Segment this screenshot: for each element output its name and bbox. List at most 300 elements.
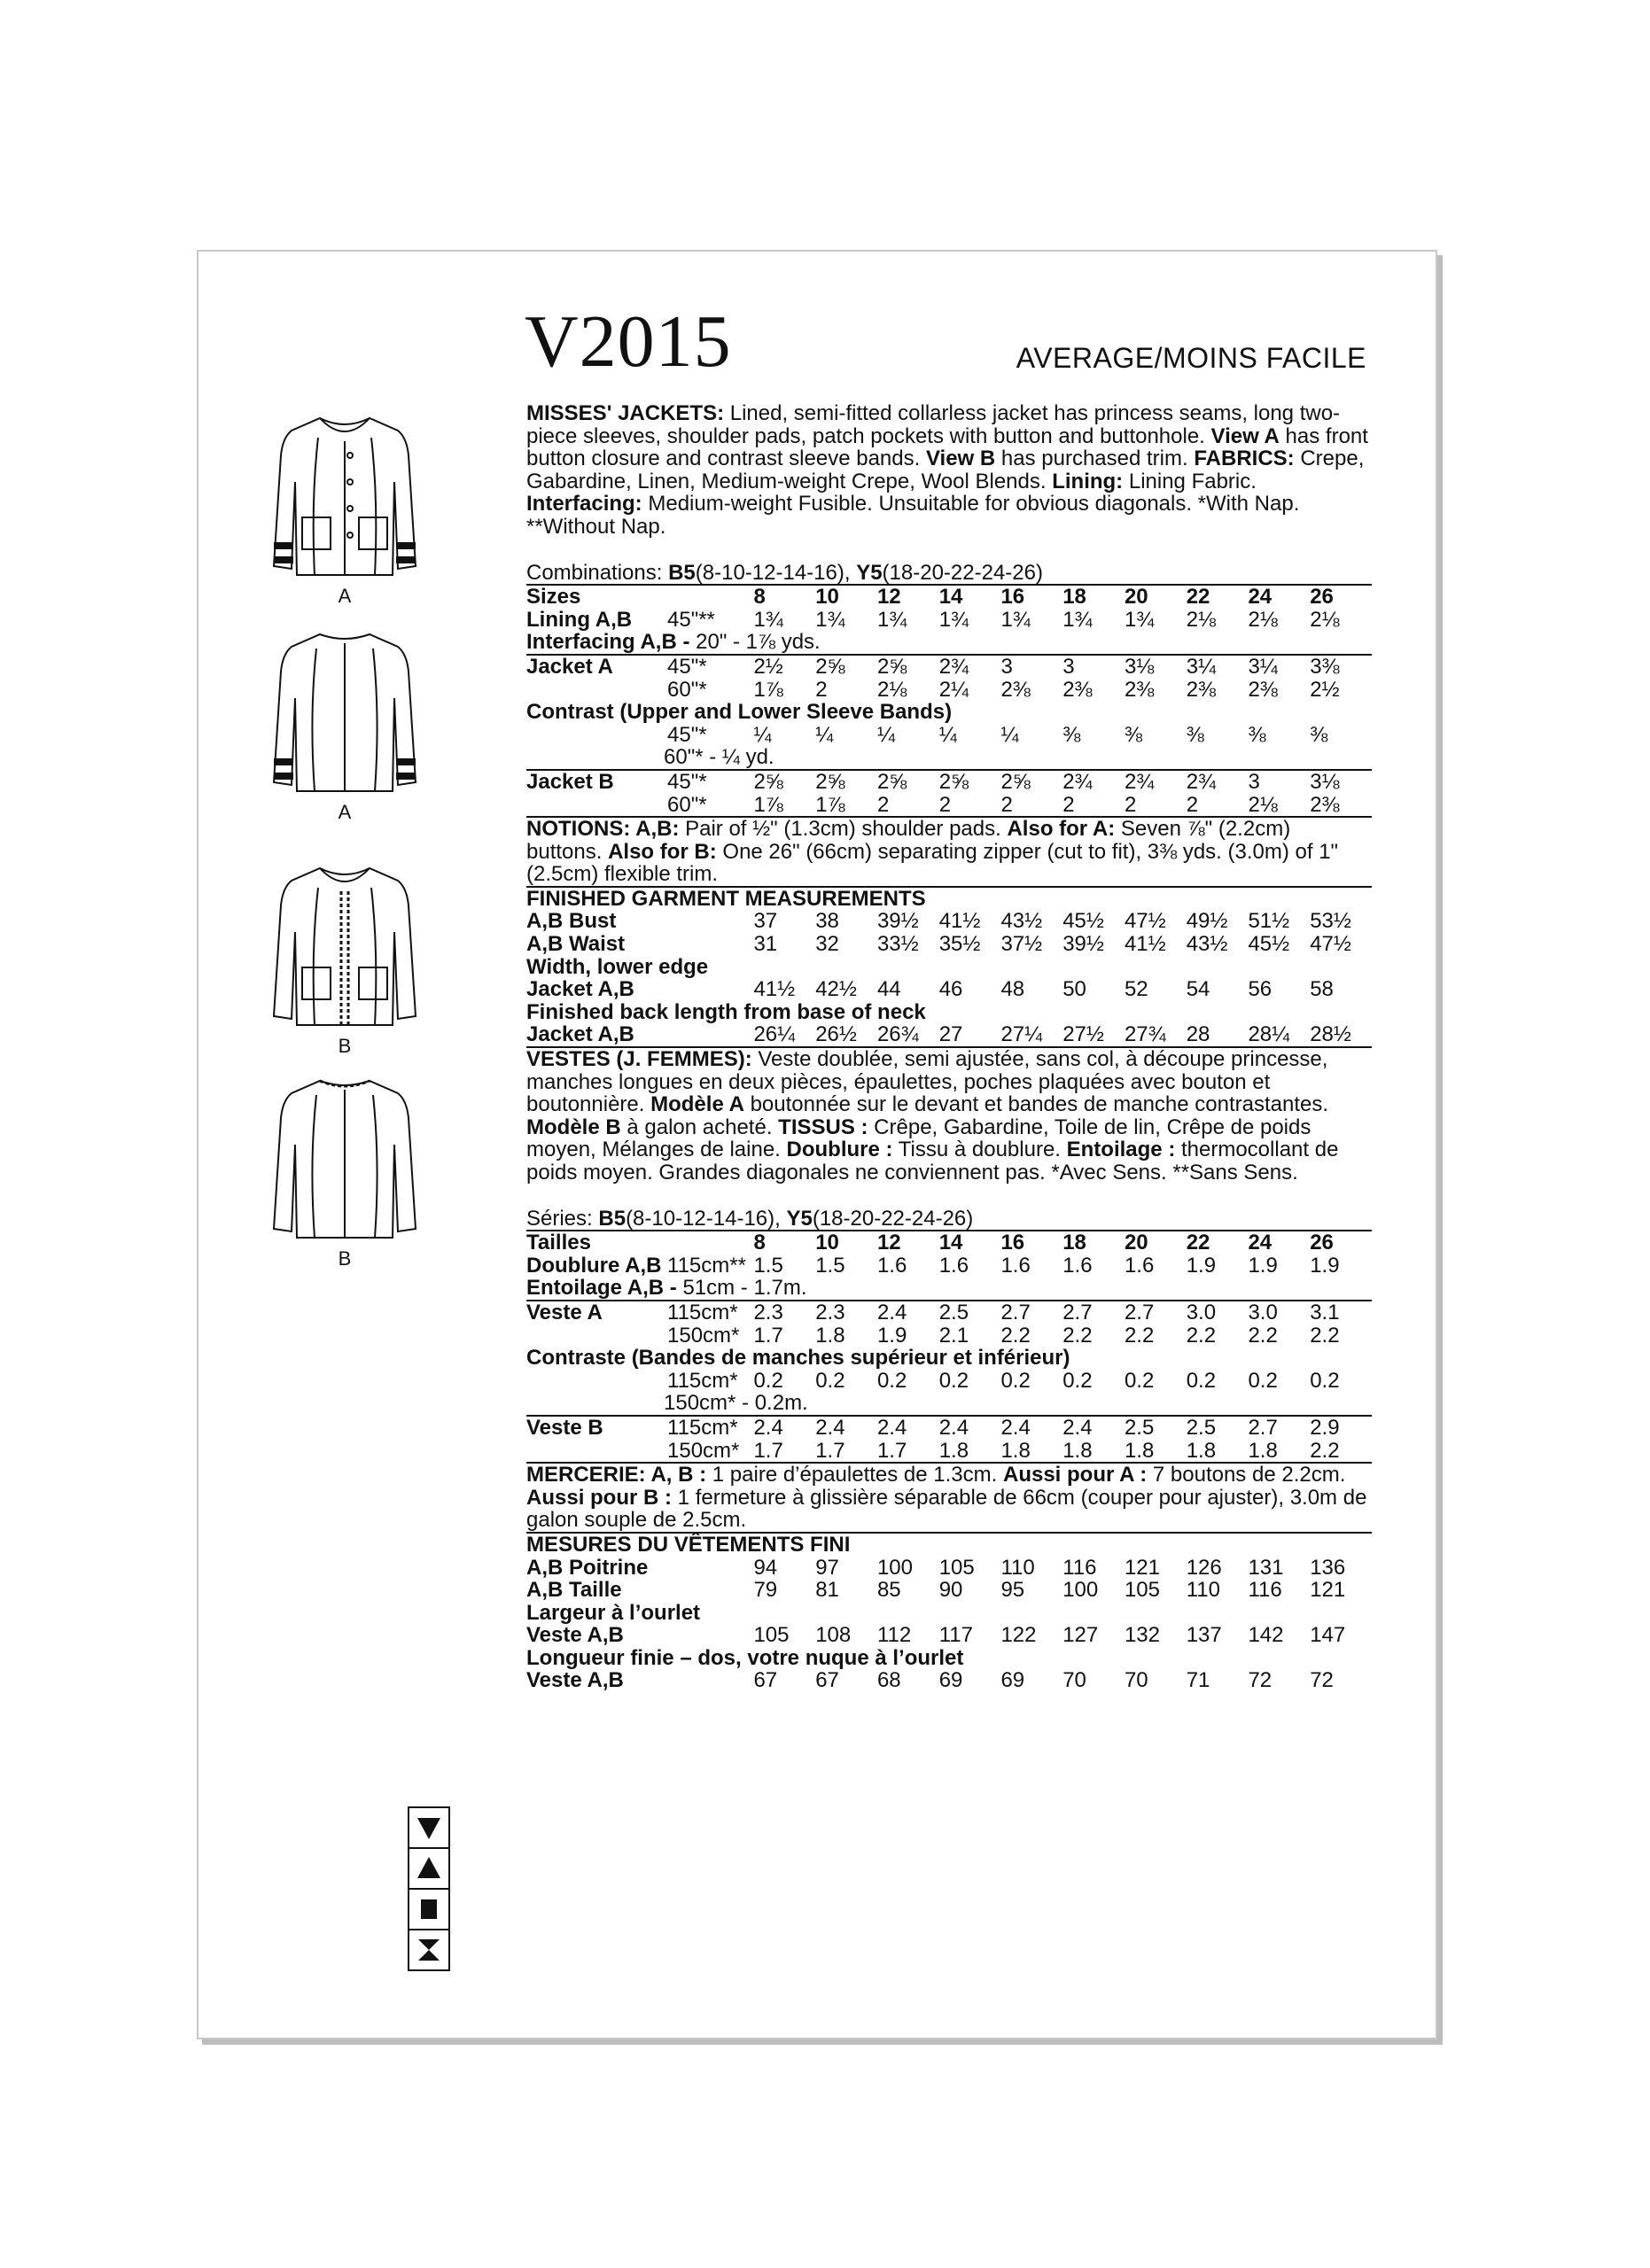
measurement-value: 69 [1000,1668,1025,1693]
measurement-value: 131 [1248,1555,1284,1580]
yardage-value: 1.9 [1186,1253,1217,1278]
measurement-value: 33½ [876,932,919,957]
yardage-value: 2.4 [877,1416,939,1440]
yardage-value: 1.7 [753,1438,783,1463]
measurement-value: 105 [1124,1578,1160,1603]
yardage-value: 0.2 [1062,1368,1093,1393]
size-column-header: 12 [877,1231,939,1254]
yardage-value: 2.2 [1186,1323,1217,1348]
size-column-header: 14 [939,585,1001,609]
measurement-value: 51½ [1248,909,1290,934]
measurement-value: 126 [1186,1555,1222,1580]
table-row [526,1347,1372,1370]
yardage-value: 2⅜ [1124,677,1155,702]
measurement-value: 72 [1310,1668,1334,1693]
table-row [526,956,1372,979]
yardage-value: 0.2 [1310,1368,1340,1393]
measurement-value: 67 [753,1668,778,1693]
measurement-value: 132 [1124,1623,1160,1648]
french-finished-table [526,1557,1372,1693]
description-text: Lining Fabric. [1123,469,1257,493]
yardage-value: 3¼ [1187,655,1249,679]
yardage-value: ⅜ [1310,722,1328,747]
measurement-value: 49½ [1186,909,1228,934]
table-row [526,1602,1372,1625]
yardage-value: ⅜ [1124,722,1142,747]
table-cell [667,1624,753,1647]
row-label: A,B Bust [526,909,617,934]
row-label: Jacket A,B [526,977,634,1002]
description-text: Lined, semi-fitted collarless jacket has princess seams, long two-piece sleeves, shoulder pads, patch pockets with button and buttonhole. [526,401,1341,448]
yardage-value: 2⅜ [1186,677,1217,702]
measurement-value: 31 [753,932,778,957]
table-row [526,1392,1372,1416]
measurement-value: 100 [876,1555,913,1580]
yardage-value: 0.2 [1248,1368,1278,1393]
yardage-value: 2¾ [939,655,1001,679]
size-column-header: 8 [753,585,815,609]
measurement-value: 43½ [1186,932,1228,957]
measurement-value: 121 [1124,1555,1160,1580]
size-column-header: 26 [1310,1231,1372,1254]
yardage-value: 1.9 [1248,1253,1278,1278]
measurement-value: 27¼ [1000,1022,1043,1047]
jacket-back-icon [265,1074,424,1242]
yardage-value: ⅜ [1062,722,1081,747]
yardage-value: 1.6 [1124,1253,1155,1278]
size-column-header: 24 [1248,585,1310,609]
size-column-header: 12 [877,585,939,609]
size-header-row [526,1231,1372,1254]
english-finished-title: FINISHED GARMENT MEASUREMENTS [526,886,926,911]
yardage-value: 2.4 [939,1416,1001,1440]
measurement-value: 81 [815,1578,839,1603]
french-description [526,1048,1372,1184]
yardage-value: 0.2 [815,1368,845,1393]
description-text: Pair of ½" (1.3cm) shoulder pads. [679,817,1008,842]
yardage-value: 1¾ [876,607,907,632]
table-row [526,1277,1372,1301]
measurement-value: 122 [1000,1623,1037,1648]
yardage-value: 1.6 [876,1253,907,1278]
technical-drawings [243,411,447,1270]
measurement-value: 37½ [1000,932,1043,957]
yardage-value: 1.7 [753,1323,783,1348]
yardage-value: 1.6 [938,1253,969,1278]
bold-label: FABRICS: [1194,447,1295,471]
size-column-header: 26 [1310,585,1372,609]
yardage-value: 2 [815,677,828,702]
row-label: Longueur finie – dos, votre nuque à l’ourlet [526,1645,964,1670]
row-text: 51cm - 1.7m. [682,1276,807,1301]
yardage-value: 2.2 [1124,1323,1155,1348]
table-row [526,631,1372,655]
measurement-value: 105 [753,1623,790,1648]
triangle-down-icon [408,1806,450,1849]
table-row [526,1370,1372,1393]
view-label: A [338,801,352,823]
yardage-value: 1.9 [876,1323,907,1348]
bold-label: Interfacing: [526,492,642,517]
english-yardage-table [526,584,1372,816]
yardage-value: 1¾ [1000,607,1031,632]
view-a-back [243,627,447,824]
table-row [526,794,1372,817]
table-cell [667,585,753,609]
difficulty-label: AVERAGE/MOINS FACILE [1016,342,1366,374]
table-row [526,701,1372,724]
measurement-value: 70 [1124,1668,1148,1693]
yardage-value: 1.5 [815,1253,845,1278]
bold-label: Entoilage : [1066,1138,1176,1162]
fabric-width: 115cm** [667,1253,746,1278]
yardage-value: 2⅝ [939,770,1001,794]
yardage-value: 1¾ [1062,607,1093,632]
yardage-value: 2⅛ [1248,607,1278,632]
measurement-value: 127 [1062,1623,1099,1648]
measurement-value: 47½ [1124,909,1166,934]
description-text: Medium-weight Fusible. Unsuitable for obvious diagonals. *With Nap. **Without Nap. [526,492,1300,539]
measurement-value: 46 [938,977,963,1002]
measurement-value: 58 [1310,977,1334,1002]
measurement-value: 37 [753,909,778,934]
measurement-value: 121 [1310,1578,1346,1603]
measurement-value: 41½ [1124,932,1166,957]
measurement-value: 56 [1248,977,1273,1002]
table-row [526,1579,1372,1602]
jacket-front-icon [265,411,424,579]
bold-label: Modèle A [650,1092,744,1117]
yardage-value: 1.7 [876,1438,907,1463]
yardage-value: 2½ [753,655,815,679]
yardage-value: 2.3 [753,1301,815,1324]
yardage-value: 1¾ [1124,607,1155,632]
fabric-width: 45"* [667,722,707,747]
measurement-value: 70 [1062,1668,1086,1693]
measurement-value: 53½ [1310,909,1351,934]
row-label: Jacket A,B [526,1022,634,1047]
row-label: Veste A [526,1301,667,1324]
measurement-value: 47½ [1310,932,1351,957]
table-cell [667,1023,753,1046]
french-notions [526,1464,1372,1532]
size-header-row [526,585,1372,609]
measurement-value: 67 [815,1668,839,1693]
measurement-value: 108 [815,1623,852,1648]
table-row [526,910,1372,933]
description-text: 7 boutons de 2.2cm. [1147,1463,1346,1487]
yardage-value: 2¾ [1187,770,1249,794]
yardage-value: 2.5 [1125,1416,1187,1440]
yardage-value: ⅜ [1248,722,1266,747]
description-text: Crepe, Gabardine, Linen, Medium-weight Crepe, Wool Blends. [526,447,1365,493]
yardage-value: 2.3 [815,1301,877,1324]
table-cell [667,1669,753,1692]
yardage-value: 2 [938,792,952,817]
row-text: 20" - 1⅞ yds. [696,630,821,655]
size-column-header: 20 [1125,585,1187,609]
measurement-value: 116 [1062,1555,1097,1580]
table-row [526,1001,1372,1024]
table-row [526,1254,1372,1278]
row-label [526,724,667,747]
fabric-width: 45"** [667,607,715,632]
table-row [526,724,1372,747]
yardage-value: 3.0 [1187,1301,1249,1324]
measurement-value: 28¼ [1248,1022,1290,1047]
yardage-value: 1⅞ [815,792,845,817]
measurement-value: 45½ [1062,909,1104,934]
measurement-value: 39½ [876,909,919,934]
description-text: thermocollant de poids moyen. Grandes diagonales ne conviennent pas. *Avec Sens. **Sans Sens. [526,1138,1339,1184]
measurement-value: 43½ [1000,909,1043,934]
row-label [526,794,667,817]
yardage-value: 2⅜ [1000,677,1031,702]
fabric-width: 45"* [667,770,753,794]
size-column-header: 16 [1000,1231,1062,1254]
size-column-header: 22 [1187,1231,1249,1254]
row-label [526,631,1372,655]
english-description [526,402,1372,539]
yardage-value: 2.4 [1000,1416,1062,1440]
yardage-value: 2.5 [1187,1416,1249,1440]
table-row [526,1440,1372,1463]
row-label [526,679,667,702]
measurement-value: 52 [1124,977,1148,1002]
view-label: A [338,585,352,607]
row-label [526,1392,1372,1416]
table-row [526,1023,1372,1046]
yardage-value: 1.6 [1000,1253,1031,1278]
row-label [526,1440,667,1463]
measurement-value: 26¼ [753,1022,796,1047]
yardage-value: 0.2 [938,1368,969,1393]
yardage-value: 2.2 [1310,1438,1340,1463]
row-text: 150cm* - 0.2m. [664,1391,808,1416]
yardage-value: 2⅝ [815,655,877,679]
measurement-value: 110 [1000,1555,1035,1580]
measurement-value: 50 [1062,977,1086,1002]
row-label: Contraste (Bandes de manches supérieur et inférieur) [526,1346,1070,1371]
yardage-value: 2 [876,792,890,817]
size-column-header: 16 [1000,585,1062,609]
english-notions [526,818,1372,886]
measurement-value: 90 [938,1578,963,1603]
row-label: Lining A,B [526,607,633,632]
bold-label: View A [1210,423,1280,448]
yardage-value: 0.2 [1124,1368,1155,1393]
measurement-value: 27 [938,1022,963,1047]
bold-label: VESTES (J. FEMMES): [526,1047,752,1072]
yardage-value: 1⅞ [753,792,783,817]
description-text: Tissu à doublure. [892,1138,1067,1162]
row-label: Veste A,B [526,1623,624,1648]
bold-label: Also for B: [608,839,717,864]
yardage-value: 2.2 [1000,1323,1031,1348]
measurement-value: 117 [938,1623,973,1648]
yardage-value: 3⅛ [1125,655,1187,679]
yardage-value: 2⅜ [1310,792,1340,817]
yardage-value: 3¼ [1248,655,1310,679]
row-label: Contrast (Upper and Lower Sleeve Bands) [526,700,953,725]
row-label [526,1370,667,1393]
measurement-value: 137 [1186,1623,1222,1648]
yardage-value: 0.2 [1000,1368,1031,1393]
size-column-header: 22 [1187,585,1249,609]
yardage-value: 2.7 [1125,1301,1187,1324]
description-text: 1 fermeture à glissière séparable de 66cm (couper pour ajuster), 3.0m de galon souple de 2.5cm. [526,1485,1367,1533]
yardage-value: 2⅝ [753,770,815,794]
row-label: Doublure A,B [526,1253,662,1278]
yardage-value: 3⅜ [1310,655,1372,679]
measurement-value: 27½ [1062,1022,1104,1047]
measurement-value: 97 [815,1555,839,1580]
table-cell [667,910,753,933]
table-row [526,655,1372,679]
row-label: Width, lower edge [526,954,709,979]
table-row [526,609,1372,632]
bold-label: Aussi pour A : [1002,1463,1148,1487]
measurement-value: 68 [876,1668,901,1693]
row-label: Largeur à l’ourlet [526,1600,701,1625]
yardage-value: 1.8 [1062,1438,1093,1463]
table-row [526,746,1372,770]
yardage-value: 3 [1000,655,1062,679]
row-label: Jacket A [526,655,667,679]
yardage-value: 2⅛ [1310,607,1340,632]
yardage-value: 0.2 [753,1368,783,1393]
table-row [526,679,1372,702]
yardage-value: 2⅜ [1248,677,1278,702]
table-row [526,1624,1372,1647]
measurement-value: 35½ [938,932,981,957]
yardage-value: 2⅝ [877,655,939,679]
yardage-value: 3 [1248,770,1310,794]
measurement-value: 94 [753,1555,778,1580]
measurement-value: 116 [1248,1578,1282,1603]
size-column-header: 24 [1248,1231,1310,1254]
view-label: B [338,1247,352,1270]
yardage-value: 1.5 [753,1253,783,1278]
bold-label: View B [925,447,996,471]
fabric-width: 45"* [667,655,753,679]
triangle-up-icon [408,1849,450,1890]
measurement-value: 45½ [1248,932,1290,957]
yardage-value: 2⅝ [815,770,877,794]
yardage-value: 3.1 [1310,1301,1372,1324]
size-column-header: 14 [939,1231,1001,1254]
pattern-number: V2015 [525,300,732,383]
measurement-value: 110 [1186,1578,1220,1603]
size-column-header: 18 [1062,585,1125,609]
table-row [526,1416,1372,1440]
sizes-label: Tailles [526,1231,667,1254]
row-label: Veste B [526,1416,667,1440]
measurement-value: 100 [1062,1578,1099,1603]
jacket-front-icon [265,861,424,1029]
yardage-value: 2¾ [1062,770,1125,794]
measurement-value: 42½ [815,977,857,1002]
description-text: Crêpe, Gabardine, Toile de lin, Crêpe de poids moyen, Mélanges de laine. [526,1115,1311,1162]
measurement-value: 71 [1186,1668,1210,1693]
yardage-value: 2.4 [877,1301,939,1324]
hourglass-icon [408,1930,450,1971]
bold-label: NOTIONS: A,B: [526,817,680,842]
yardage-value: 2.5 [939,1301,1001,1324]
view-label: B [338,1035,352,1057]
bold-label: Aussi pour B : [526,1485,673,1510]
yardage-value: 2⅛ [1186,607,1217,632]
yardage-value: ¼ [1000,722,1019,747]
fabric-width: 60"* [667,677,707,702]
measurement-value: 48 [1000,977,1025,1002]
description-text: One 26" (66cm) separating zipper (cut to fit), 3⅜ yds. (3.0m) of 1" (2.5cm) flexible trim. [526,839,1339,887]
yardage-value: 1.7 [815,1438,845,1463]
table-row [526,933,1372,956]
yardage-value: 2.4 [815,1416,877,1440]
yardage-value: 2 [1186,792,1199,817]
yardage-value: 2¼ [938,677,969,702]
measurement-value: 44 [876,977,901,1002]
measurement-value: 112 [876,1623,912,1648]
yardage-value: 2.4 [1062,1416,1125,1440]
description-text: has purchased trim. [995,447,1195,471]
yardage-value: 3 [1062,655,1125,679]
english-finished-table [526,910,1372,1046]
view-b-back [243,1074,447,1270]
square-icon [408,1890,450,1930]
bold-label: MISSES' JACKETS: [526,401,725,425]
row-label: Veste A,B [526,1668,624,1693]
row-label: Jacket B [526,770,667,794]
measurement-value: 27¾ [1124,1022,1166,1047]
description-text: boutonnée sur le devant et bandes de manche contrastantes. [743,1092,1329,1117]
bold-label: MERCERIE: A, B : [526,1463,707,1487]
yardage-value: 2⅛ [1248,792,1278,817]
yardage-value: ¼ [815,722,834,747]
sizes-label: Sizes [526,585,667,609]
description-text: à galon acheté. [620,1115,779,1139]
pattern-symbols [408,1806,450,1971]
yardage-value: 1.8 [815,1323,845,1348]
row-label [526,1277,1372,1301]
bold-label: Modèle B [526,1115,621,1139]
yardage-value: 2.7 [1248,1416,1310,1440]
yardage-value: 1¾ [938,607,969,632]
description-text: Seven ⅞" (2.2cm) buttons. [526,817,1291,864]
view-a-front [243,411,447,608]
measurement-value: 105 [938,1555,975,1580]
yardage-value: 2.2 [1248,1323,1278,1348]
measurement-value: 72 [1248,1668,1273,1693]
yardage-value: 1¾ [815,607,845,632]
yardage-value: 0.2 [876,1368,907,1393]
yardage-value: ¼ [753,722,772,747]
yardage-value: 2½ [1310,677,1340,702]
yardage-value: 2.2 [1310,1323,1340,1348]
measurement-value: 147 [1310,1623,1346,1648]
measurement-value: 79 [753,1578,778,1603]
yardage-value: 0.2 [1186,1368,1217,1393]
bold-label: TISSUS : [778,1115,868,1139]
measurement-value: 41½ [753,977,796,1002]
yardage-value: 2⅜ [1062,677,1093,702]
yardage-value: 2.4 [753,1416,815,1440]
row-text: 60"* - ¼ yd. [664,745,774,770]
french-finished-title: MESURES DU VÊTEMENTS FINI [526,1532,851,1557]
fabric-width: 115cm* [667,1368,738,1393]
yardage-value: ¼ [938,722,957,747]
